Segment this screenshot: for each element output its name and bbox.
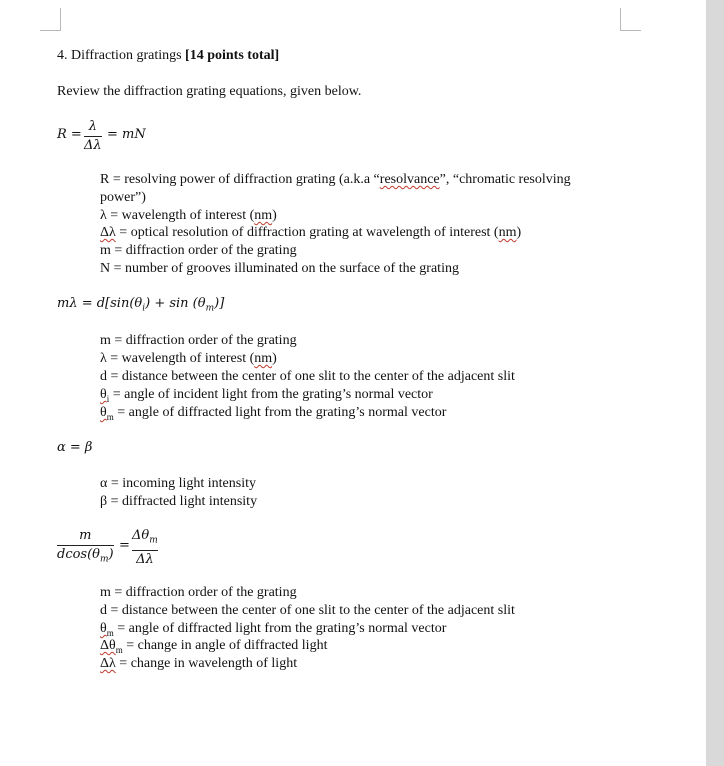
- eq4-right-fraction-bar: [132, 550, 158, 551]
- eq4-right-numerator: $\Delta\theta_m$: [132, 528, 158, 546]
- eq4-def-m: m = diffraction order of the grating: [100, 585, 297, 600]
- eq1-def-R-cont: power”): [100, 190, 146, 205]
- eq4-right-fraction: [132, 528, 158, 568]
- eq4-left-denominator: $dcos(\theta_m)$: [57, 547, 114, 565]
- eq1-rhs: = mN: [107, 127, 146, 142]
- eq1-fraction: [84, 119, 102, 154]
- eq1-def-N: N = number of grooves illuminated on the surface of the grating: [100, 261, 459, 276]
- eq2-def-m: m = diffraction order of the grating: [100, 333, 297, 348]
- eq2-def-theta-i: $\theta_i$ = angle of incident light from the grating’s normal vector: [100, 387, 433, 404]
- eq2-def-lambda: λ = wavelength of interest (nm): [100, 351, 277, 366]
- eq1-numerator: λ: [88, 119, 97, 134]
- eq4-left-numerator: m: [79, 528, 92, 543]
- eq4-def-theta-m: $\theta_m$ = angle of diffracted light from the grating’s normal vector: [100, 621, 447, 638]
- eq1-def-lambda: λ = wavelength of interest (nm): [100, 208, 277, 223]
- eq1-lhs: R =: [57, 127, 82, 142]
- page-corner-mark-right: [620, 8, 641, 31]
- eq1-def-dlambda: Δλ = optical resolution of diffraction grating at wavelength of interest (nm): [100, 225, 522, 240]
- eq4-left-fraction-bar: [57, 545, 114, 546]
- window-side-panel: [706, 0, 724, 766]
- eq2-def-theta-m: $\theta_m$ = angle of diffracted light from the grating’s normal vector: [100, 405, 447, 422]
- eq1-def-m: m = diffraction order of the grating: [100, 243, 297, 258]
- eq4-def-dlambda: Δλ = change in wavelength of light: [100, 656, 298, 671]
- eq3-def-beta: β = diffracted light intensity: [100, 494, 258, 509]
- eq3-intensity-equation: α = β: [57, 440, 93, 455]
- question-heading: 4. Diffraction gratings [14 points total]: [57, 48, 280, 63]
- eq1-fraction-bar: [84, 136, 102, 137]
- eq2-def-d: d = distance between the center of one slit to the center of the adjacent slit: [100, 369, 515, 384]
- intro-text: Review the diffraction grating equations, given below.: [57, 84, 362, 99]
- eq1-def-R: R = resolving power of diffraction grating (a.k.a “resolvance”, “chromatic resolving: [100, 172, 571, 187]
- eq4-right-denominator: Δλ: [136, 551, 154, 567]
- eq1-denominator: Δλ: [84, 138, 102, 153]
- eq4-left-fraction: [57, 528, 114, 568]
- points-label: [14 points total]: [185, 48, 280, 63]
- page-corner-mark-left: [40, 8, 61, 31]
- eq4-def-dtheta-m: $\Delta\theta_m$ = change in angle of diffracted light: [100, 638, 328, 655]
- eq4-equals: =: [119, 538, 130, 553]
- eq4-def-d: d = distance between the center of one slit to the center of the adjacent slit: [100, 603, 515, 618]
- eq2-grating-equation: $m\lambda = d[\sin(\theta_i) + \sin (\theta_m)]$: [57, 296, 225, 314]
- eq3-def-alpha: α = incoming light intensity: [100, 476, 257, 491]
